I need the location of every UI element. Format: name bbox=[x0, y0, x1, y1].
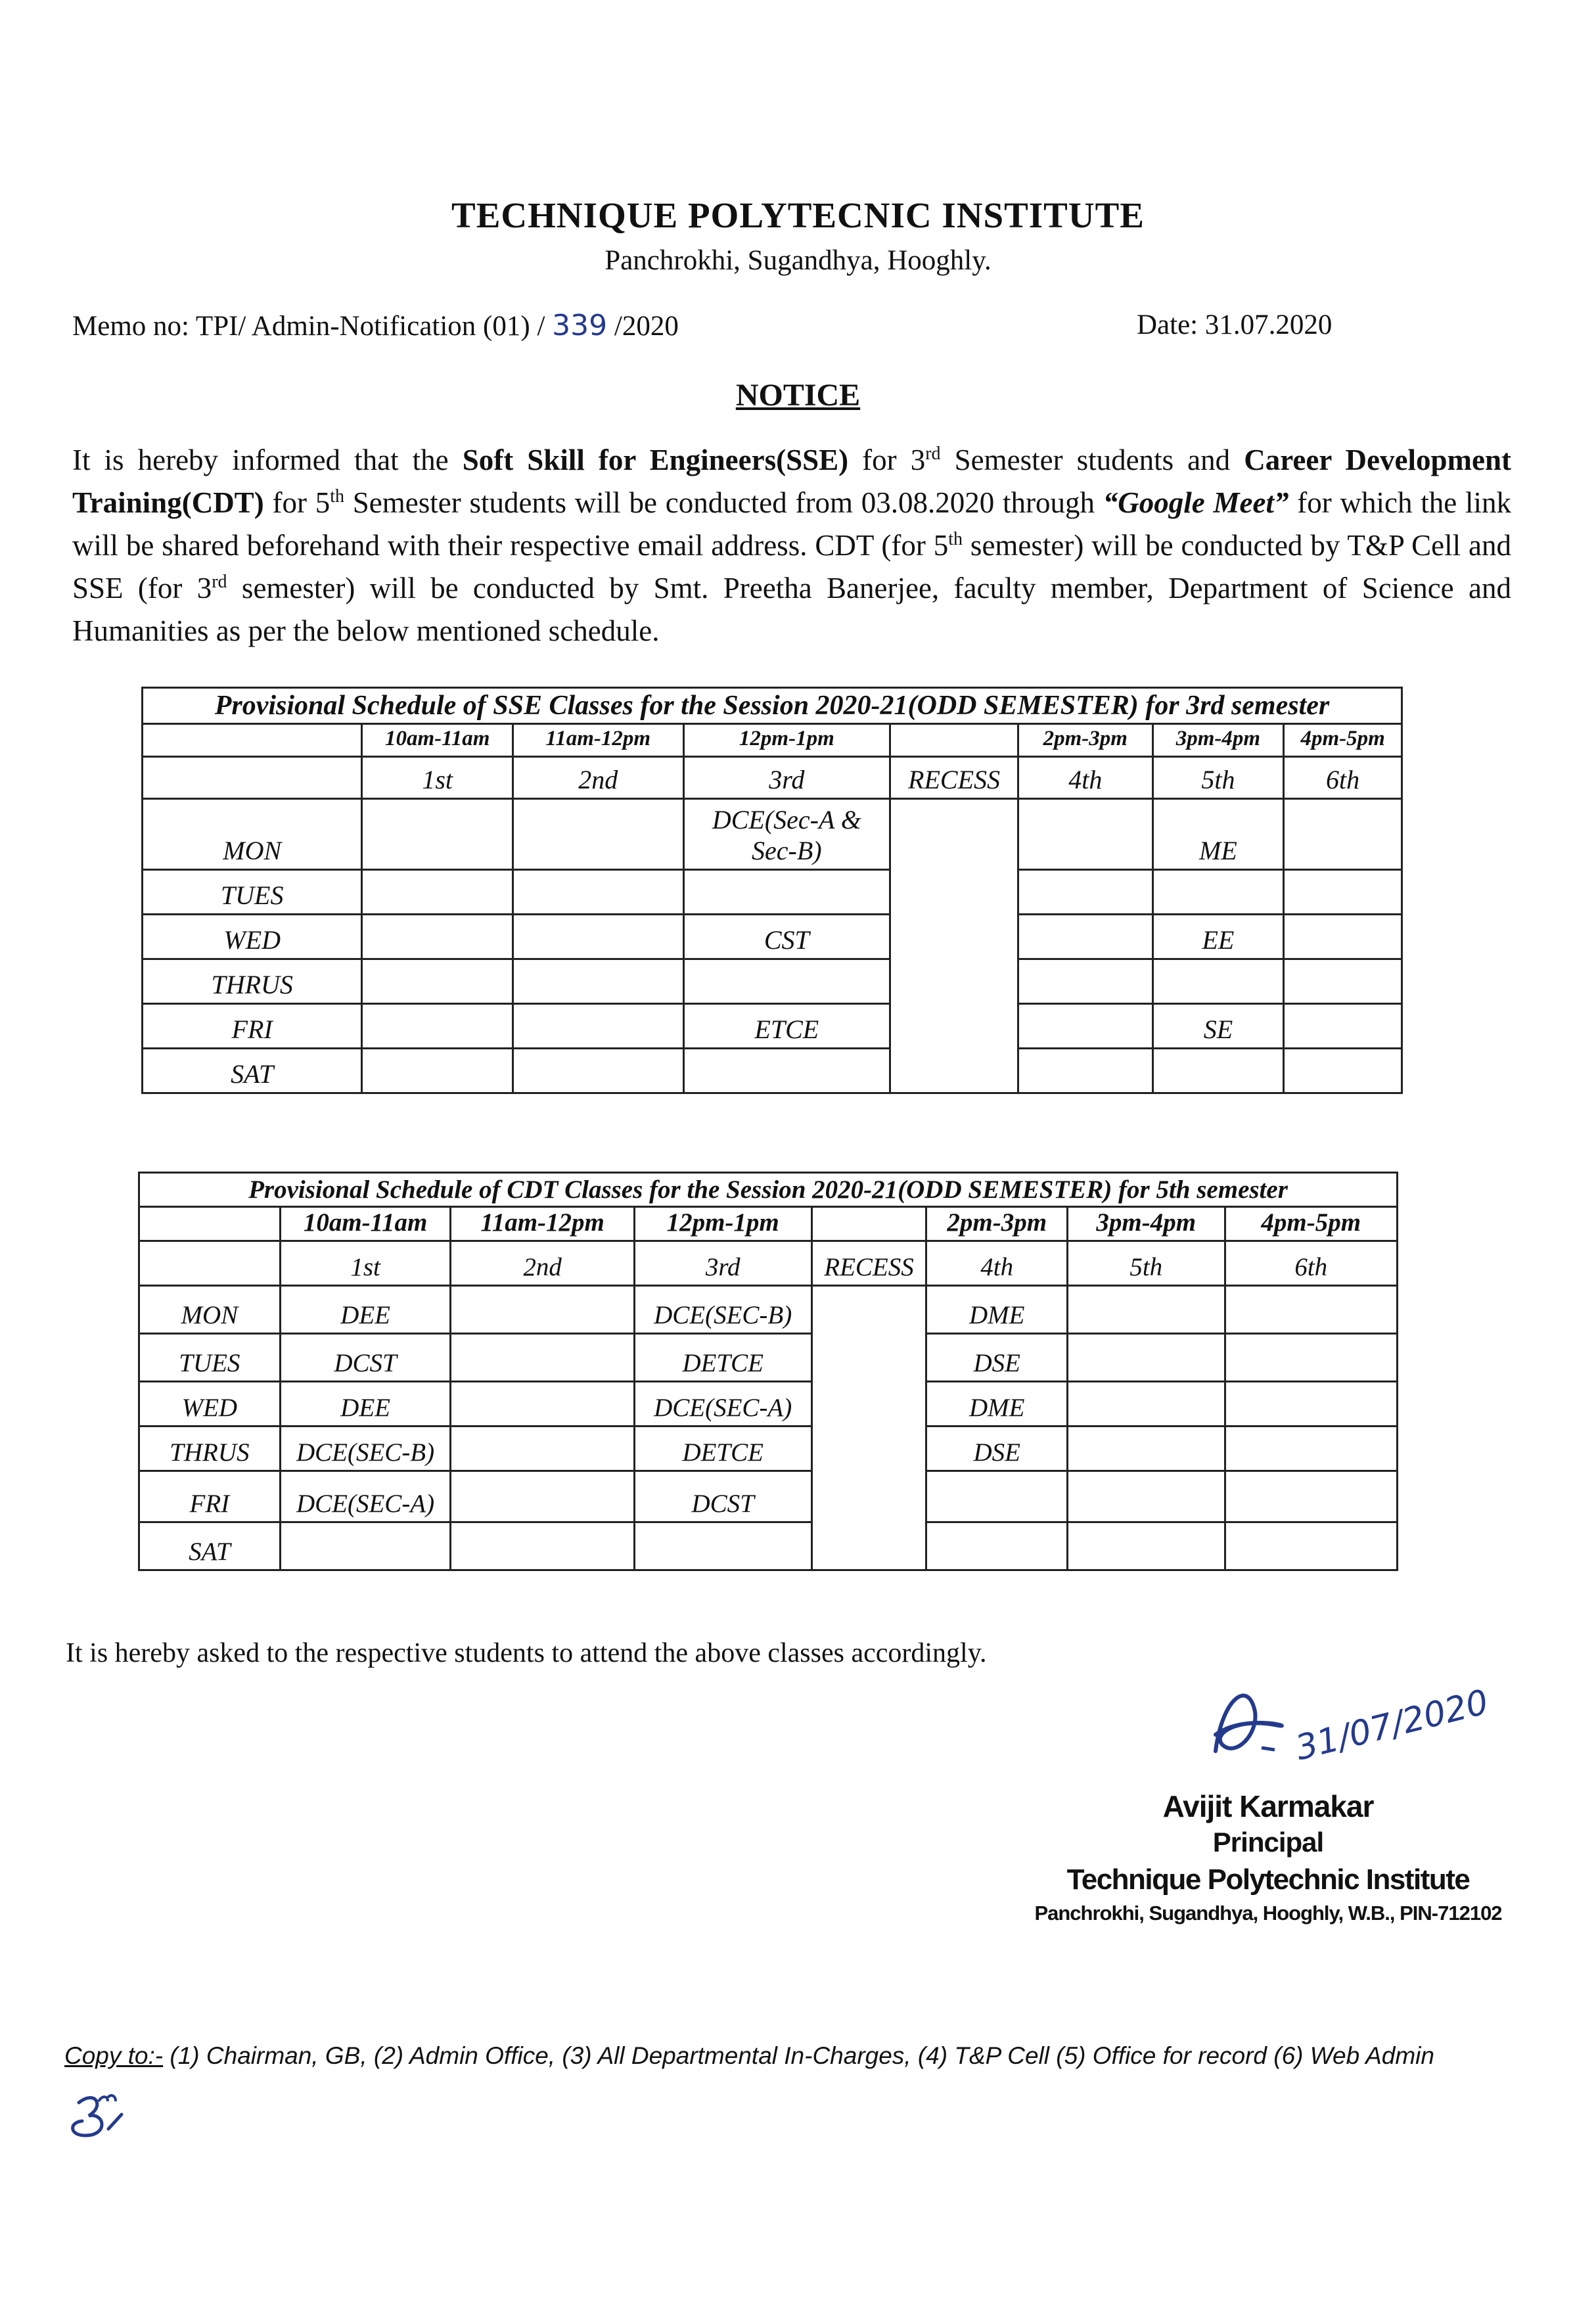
schedule-cell bbox=[451, 1471, 634, 1522]
schedule-cell: DCST bbox=[280, 1334, 451, 1382]
day-cell: TUES bbox=[139, 1334, 281, 1382]
time-header: 12pm-1pm bbox=[683, 724, 890, 757]
day-cell: THRUS bbox=[143, 959, 362, 1004]
schedule-cell: DETCE bbox=[634, 1334, 811, 1382]
memo-prefix: Memo no: TPI/ Admin-Notification (01) / bbox=[72, 311, 545, 342]
schedule-cell bbox=[513, 1004, 684, 1049]
copy-to-label: Copy to:- bbox=[64, 2042, 164, 2069]
schedule-cell: CST bbox=[683, 915, 890, 959]
schedule-cell bbox=[513, 915, 684, 959]
day-cell: WED bbox=[139, 1382, 281, 1426]
schedule-cell: DCE(SEC-B) bbox=[634, 1286, 811, 1334]
schedule-cell: DSE bbox=[926, 1426, 1068, 1471]
time-header-recess-blank bbox=[890, 724, 1018, 757]
schedule-cell bbox=[1284, 799, 1402, 870]
signature-date-text: 31/07/2020 bbox=[1291, 1682, 1493, 1769]
time-header-blank bbox=[143, 724, 362, 757]
notice-date: Date: 31.07.2020 bbox=[1137, 309, 1333, 340]
schedule-cell bbox=[1068, 1522, 1225, 1570]
day-cell: SAT bbox=[143, 1049, 362, 1093]
schedule-cell bbox=[513, 799, 684, 870]
cdt-schedule-table bbox=[138, 1172, 1398, 1571]
schedule-cell bbox=[1018, 799, 1152, 870]
schedule-cell bbox=[280, 1522, 451, 1570]
signature-mark bbox=[1176, 1672, 1493, 1777]
period-header: 3rd bbox=[683, 757, 890, 799]
schedule-cell bbox=[1225, 1471, 1398, 1522]
period-header: 3rd bbox=[634, 1241, 811, 1286]
day-cell: THRUS bbox=[139, 1426, 281, 1471]
period-header-blank bbox=[143, 757, 362, 799]
time-header: 2pm-3pm bbox=[1018, 724, 1152, 757]
period-header-blank bbox=[139, 1241, 281, 1286]
body-sup-4: rd bbox=[212, 572, 227, 592]
institute-address: Panchrokhi, Sugandhya, Hooghly. bbox=[604, 245, 992, 276]
schedule-cell bbox=[362, 1004, 513, 1049]
schedule-cell bbox=[1284, 1049, 1402, 1093]
schedule-cell bbox=[362, 959, 513, 1004]
time-header: 11am-12pm bbox=[451, 1207, 634, 1241]
period-header: 1st bbox=[280, 1241, 451, 1286]
recess-column bbox=[811, 1286, 926, 1570]
time-header: 3pm-4pm bbox=[1068, 1207, 1225, 1241]
period-header: 4th bbox=[1018, 757, 1152, 799]
table-caption: Provisional Schedule of CDT Classes for the Session 2020-21(ODD SEMESTER) for 5th semester bbox=[139, 1173, 1398, 1207]
body-text-5: Semester students will be conducted from 03.08.2020 through bbox=[344, 486, 1103, 519]
schedule-cell bbox=[1068, 1426, 1225, 1471]
body-sup-3: th bbox=[948, 529, 963, 549]
schedule-cell bbox=[513, 959, 684, 1004]
schedule-cell bbox=[362, 1049, 513, 1093]
schedule-cell bbox=[1225, 1286, 1398, 1334]
signatory-address: Panchrokhi, Sugandhya, Hooghly, W.B., PIN-712102 bbox=[1034, 1902, 1502, 1925]
schedule-cell: DCE(SEC-A) bbox=[280, 1471, 451, 1522]
notice-body bbox=[72, 439, 1511, 652]
schedule-cell: DCE(Sec-A & Sec-B) bbox=[683, 799, 890, 870]
schedule-cell bbox=[451, 1286, 634, 1334]
schedule-cell bbox=[926, 1522, 1068, 1570]
schedule-cell bbox=[362, 870, 513, 915]
time-header: 10am-11am bbox=[280, 1207, 451, 1241]
schedule-cell: DSE bbox=[926, 1334, 1068, 1382]
day-cell: MON bbox=[143, 799, 362, 870]
schedule-cell bbox=[451, 1382, 634, 1426]
schedule-cell bbox=[362, 799, 513, 870]
schedule-cell bbox=[1068, 1471, 1225, 1522]
period-header: 2nd bbox=[451, 1241, 634, 1286]
schedule-cell bbox=[1152, 870, 1284, 915]
schedule-cell: DCST bbox=[634, 1471, 811, 1522]
body-text-7: semester) will be conducted by T&P Cell and SSE (for 3 bbox=[72, 529, 1511, 605]
recess-column bbox=[890, 799, 1018, 1093]
day-cell: WED bbox=[143, 915, 362, 959]
copy-to-line bbox=[64, 2042, 1434, 2070]
time-header: 4pm-5pm bbox=[1284, 724, 1402, 757]
schedule-cell bbox=[451, 1334, 634, 1382]
schedule-cell bbox=[926, 1471, 1068, 1522]
schedule-cell bbox=[1018, 1049, 1152, 1093]
table-caption: Provisional Schedule of SSE Classes for the Session 2020-21(ODD SEMESTER) for 3rd semester bbox=[143, 688, 1402, 724]
schedule-cell bbox=[362, 915, 513, 959]
schedule-cell: DEE bbox=[280, 1382, 451, 1426]
schedule-cell bbox=[634, 1522, 811, 1570]
period-header: 2nd bbox=[513, 757, 684, 799]
body-sup-1: rd bbox=[925, 444, 941, 464]
schedule-cell bbox=[1284, 959, 1402, 1004]
copy-to-recipients: (1) Chairman, GB, (2) Admin Office, (3) All Departmental In-Charges, (4) T&P Cell (5) Office for record (6) Web Admin bbox=[163, 2042, 1434, 2069]
schedule-cell bbox=[1018, 1004, 1152, 1049]
body-text-3: Semester students and bbox=[940, 444, 1244, 476]
schedule-cell bbox=[1284, 1004, 1402, 1049]
schedule-cell bbox=[683, 959, 890, 1004]
body-text-1: It is hereby informed that the bbox=[72, 444, 463, 476]
time-header: 12pm-1pm bbox=[634, 1207, 811, 1241]
schedule-cell bbox=[1068, 1382, 1225, 1426]
schedule-cell bbox=[1225, 1382, 1398, 1426]
schedule-cell: ME bbox=[1152, 799, 1284, 870]
time-header: 11am-12pm bbox=[513, 724, 684, 757]
schedule-cell: DME bbox=[926, 1286, 1068, 1334]
day-cell: TUES bbox=[143, 870, 362, 915]
period-header: 6th bbox=[1284, 757, 1402, 799]
schedule-cell bbox=[1018, 915, 1152, 959]
schedule-cell bbox=[1068, 1286, 1225, 1334]
period-header: 5th bbox=[1152, 757, 1284, 799]
schedule-cell: DCE(SEC-A) bbox=[634, 1382, 811, 1426]
body-bold-google-meet: “Google Meet” bbox=[1103, 486, 1289, 519]
schedule-cell bbox=[451, 1522, 634, 1570]
schedule-cell bbox=[1152, 959, 1284, 1004]
body-bold-sse: Soft Skill for Engineers(SSE) bbox=[462, 444, 849, 476]
day-cell: FRI bbox=[143, 1004, 362, 1049]
schedule-cell: DME bbox=[926, 1382, 1068, 1426]
period-header: 5th bbox=[1068, 1241, 1225, 1286]
day-cell: FRI bbox=[139, 1471, 281, 1522]
schedule-cell: ETCE bbox=[683, 1004, 890, 1049]
signatory-name: Avijit Karmakar bbox=[1162, 1789, 1374, 1823]
schedule-cell: DETCE bbox=[634, 1426, 811, 1471]
schedule-cell bbox=[451, 1426, 634, 1471]
signatory-title: Principal bbox=[1212, 1827, 1324, 1858]
schedule-cell bbox=[683, 1049, 890, 1093]
day-cell: SAT bbox=[139, 1522, 281, 1570]
memo-suffix: /2020 bbox=[614, 311, 679, 342]
schedule-cell bbox=[1284, 870, 1402, 915]
period-header: 6th bbox=[1225, 1241, 1398, 1286]
schedule-cell bbox=[513, 870, 684, 915]
schedule-cell bbox=[1018, 959, 1152, 1004]
period-header: 4th bbox=[926, 1241, 1068, 1286]
body-text-8: semester) will be conducted by Smt. Preetha Banerjee, faculty member, Department of Science and Humanities as per the below mentioned schedule. bbox=[72, 572, 1511, 647]
time-header: 2pm-3pm bbox=[926, 1207, 1068, 1241]
period-header: RECESS bbox=[811, 1241, 926, 1286]
schedule-cell bbox=[1018, 870, 1152, 915]
time-header: 3pm-4pm bbox=[1152, 724, 1284, 757]
handwritten-initial-mark bbox=[59, 2083, 131, 2142]
schedule-cell bbox=[1068, 1334, 1225, 1382]
body-sup-2: th bbox=[330, 486, 344, 507]
schedule-cell bbox=[513, 1049, 684, 1093]
schedule-cell bbox=[1284, 915, 1402, 959]
time-header: 4pm-5pm bbox=[1225, 1207, 1398, 1241]
institute-name: TECHNIQUE POLYTECNIC INSTITUTE bbox=[451, 195, 1145, 235]
closing-line: It is hereby asked to the respective students to attend the above classes accordingly. bbox=[66, 1638, 987, 1668]
body-text-6: for which the link will be shared beforehand with their respective email address. CDT (for 5 bbox=[72, 486, 1511, 562]
schedule-cell: DCE(SEC-B) bbox=[280, 1426, 451, 1471]
time-header-blank bbox=[139, 1207, 281, 1241]
schedule-cell bbox=[1225, 1426, 1398, 1471]
memo-handwritten-number: 339 bbox=[552, 309, 608, 342]
body-text-4: for 5 bbox=[263, 486, 331, 519]
schedule-cell: EE bbox=[1152, 915, 1284, 959]
sse-schedule-table bbox=[141, 687, 1403, 1094]
schedule-cell bbox=[683, 870, 890, 915]
time-header-recess-blank bbox=[811, 1207, 926, 1241]
body-bold-cdt: Career Development Training(CDT) bbox=[72, 444, 1511, 519]
period-header: 1st bbox=[362, 757, 513, 799]
period-header: RECESS bbox=[890, 757, 1018, 799]
schedule-cell bbox=[1225, 1522, 1398, 1570]
body-text-2: for 3 bbox=[848, 444, 926, 476]
memo-number bbox=[72, 309, 679, 342]
schedule-cell bbox=[1152, 1049, 1284, 1093]
schedule-cell: DEE bbox=[280, 1286, 451, 1334]
notice-title: NOTICE bbox=[735, 378, 861, 413]
time-header: 10am-11am bbox=[362, 724, 513, 757]
day-cell: MON bbox=[139, 1286, 281, 1334]
schedule-cell: SE bbox=[1152, 1004, 1284, 1049]
schedule-cell bbox=[1225, 1334, 1398, 1382]
signatory-institute: Technique Polytechnic Institute bbox=[1066, 1863, 1470, 1896]
